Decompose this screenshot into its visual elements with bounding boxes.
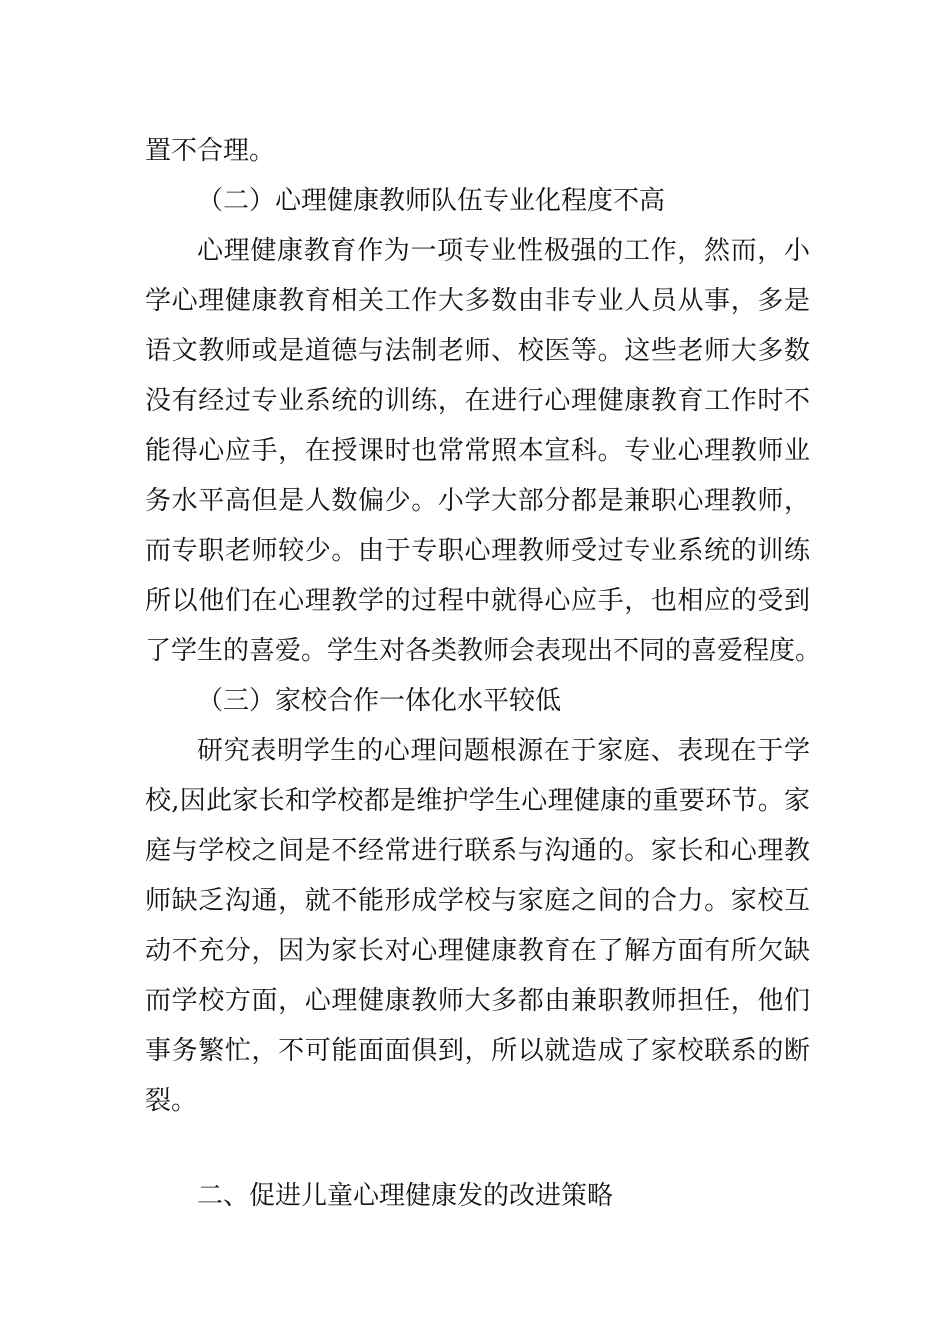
paragraph-line: 没有经过专业系统的训练，在进行心理健康教育工作时不 xyxy=(145,386,810,416)
paragraph-line: 语文教师或是道德与法制老师、校医等。这些老师大多数 xyxy=(145,336,810,366)
paragraph-line: 务水平高但是人数偏少。小学大部分都是兼职心理教师， xyxy=(145,486,810,516)
paragraph-line: 所以他们在心理教学的过程中就得心应手，也相应的受到 xyxy=(145,586,810,616)
section-heading-2: （二）心理健康教师队伍专业化程度不高 xyxy=(197,186,666,216)
paragraph-line: 师缺乏沟通，就不能形成学校与家庭之间的合力。家校互 xyxy=(145,886,810,916)
paragraph-line: 校,因此家长和学校都是维护学生心理健康的重要环节。家 xyxy=(145,786,810,816)
paragraph-line: 而学校方面，心理健康教师大多都由兼职教师担任，他们 xyxy=(145,986,810,1016)
part-heading-2: 二、促进儿童心理健康发的改进策略 xyxy=(197,1181,614,1211)
paragraph-line: 庭与学校之间是不经常进行联系与沟通的。家长和心理教 xyxy=(145,836,810,866)
paragraph-line: 置不合理。 xyxy=(145,136,276,166)
paragraph-line: 了学生的喜爱。学生对各类教师会表现出不同的喜爱程度。 xyxy=(145,636,822,666)
paragraph-line: 能得心应手，在授课时也常常照本宣科。专业心理教师业 xyxy=(145,436,810,466)
paragraph-line: 学心理健康教育相关工作大多数由非专业人员从事，多是 xyxy=(145,286,810,316)
paragraph-line: 研究表明学生的心理问题根源在于家庭、表现在于学 xyxy=(197,736,810,766)
section-heading-3: （三）家校合作一体化水平较低 xyxy=(197,686,562,716)
paragraph-line: 而专职老师较少。由于专职心理教师受过专业系统的训练 xyxy=(145,536,810,566)
paragraph-line: 心理健康教育作为一项专业性极强的工作，然而，小 xyxy=(197,236,810,266)
paragraph-line: 动不充分，因为家长对心理健康教育在了解方面有所欠缺 xyxy=(145,936,810,966)
paragraph-line: 裂。 xyxy=(145,1086,198,1116)
paragraph-line: 事务繁忙，不可能面面俱到，所以就造成了家校联系的断 xyxy=(145,1036,810,1066)
